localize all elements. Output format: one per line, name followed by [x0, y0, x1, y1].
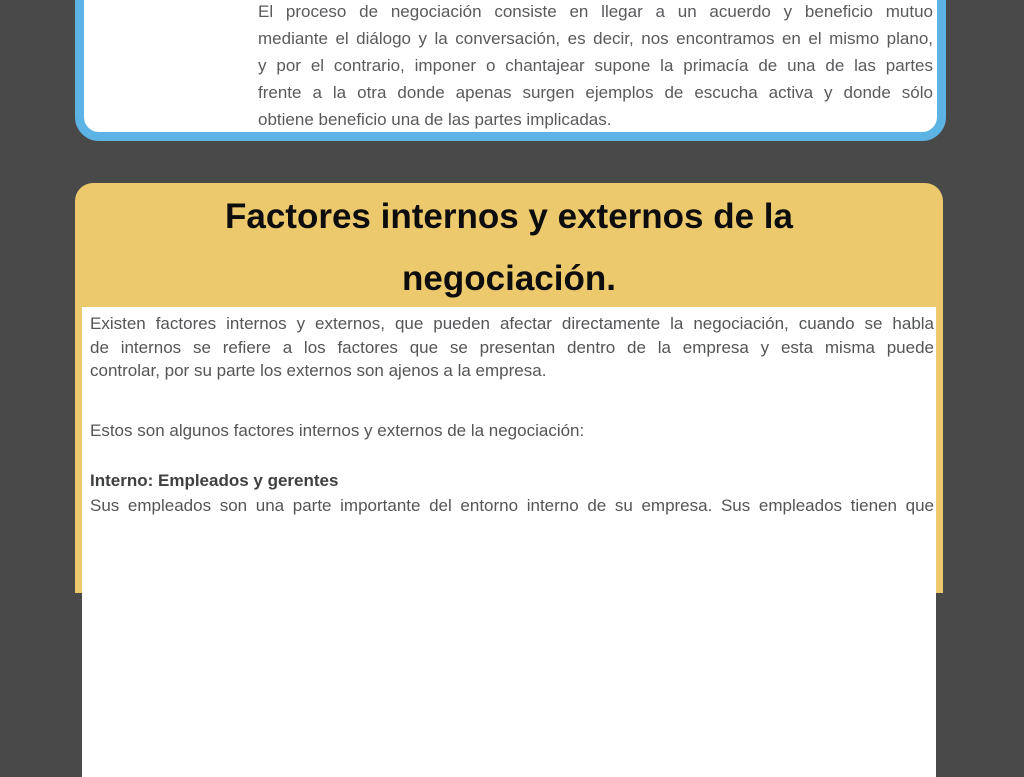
internal-factor-paragraph: Sus empleados son una parte importante del entorno interno de su empresa. Sus empleados tienen que	[90, 495, 934, 515]
factors-list-lead: Estos son algunos factores internos y externos de la negociación:	[90, 420, 585, 440]
internal-factor-heading: Interno: Empleados y gerentes	[90, 471, 339, 490]
factors-intro-paragraph: Existen factores internos y externos, que pueden afectar directamente la negociación, cuando se habla de internos se refiere a los factores que se presentan dentro de la empresa y esta misma puede controlar, por su parte los externos son ajenos a la empresa.	[90, 314, 934, 380]
intro-paragraph: El proceso de negociación consiste en llegar a un acuerdo y beneficio mutuo mediante el diálogo y la conversación, es decir, nos encontramos en el mismo plano, y por el contrario, imponer o chantajear supone la primacía de una de las partes frente a la otra donde apenas surgen ejemplos de escucha activa y donde sólo obtiene beneficio una de las partes implicadas.	[258, 2, 933, 129]
intro-card	[75, 0, 946, 141]
factors-card-body	[82, 307, 936, 777]
factors-card	[75, 183, 943, 593]
factors-card-title: Factores internos y externos de la negociación.	[225, 197, 793, 298]
